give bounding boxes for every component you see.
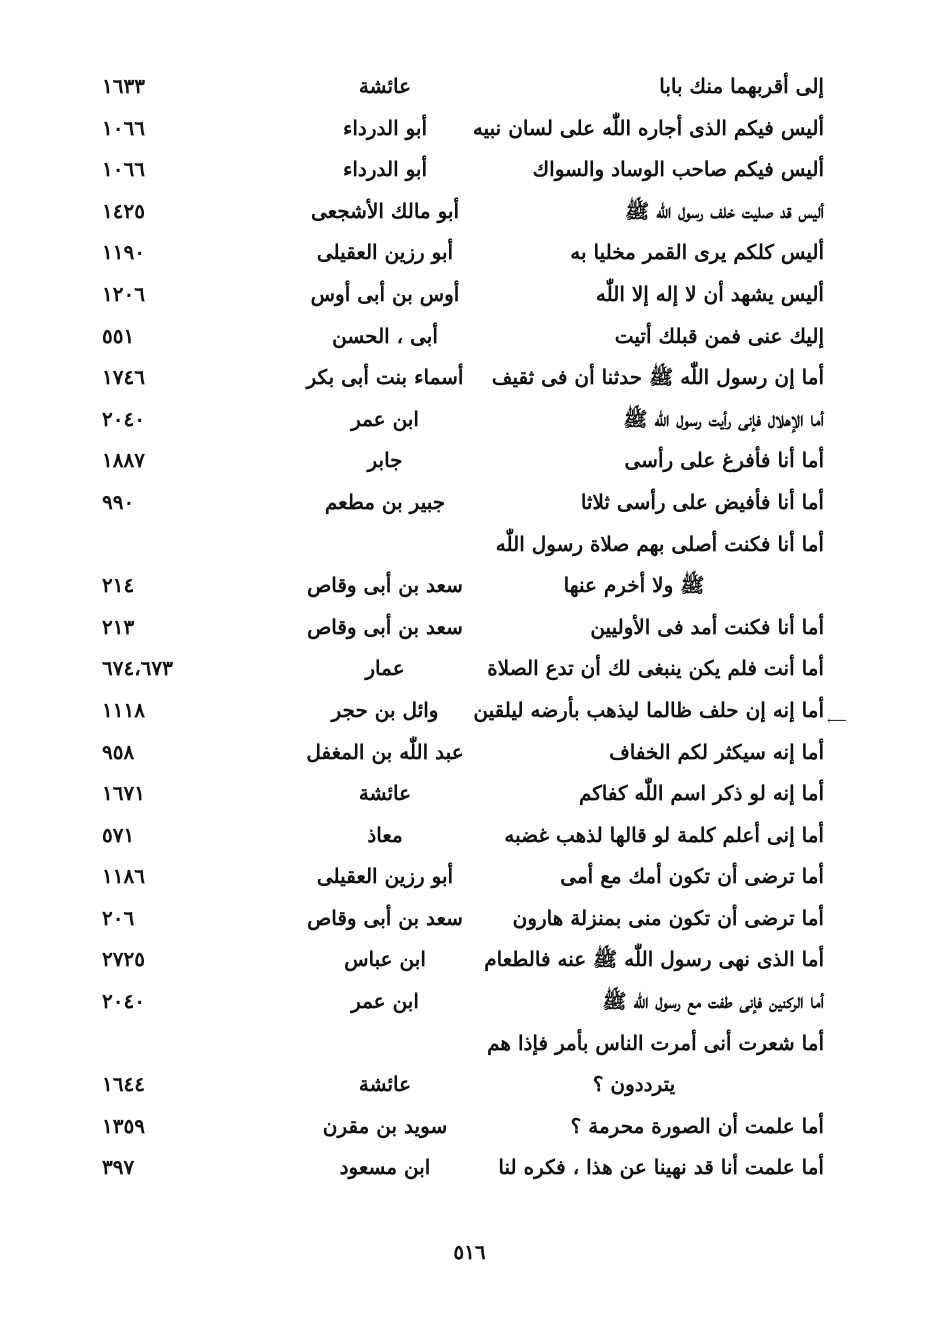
hadith-number [102,1023,222,1065]
index-row [0,1106,939,1148]
hadith-text: أما ترضى أن تكون أمك مع أمى [560,864,824,889]
index-row [0,232,939,274]
hadith-number: ٢٠٤٠ [102,406,145,431]
index-row [0,108,939,150]
index-row [0,1147,939,1189]
hadith-text: أما علمت أن الصورة محرمة ؟ [570,1113,824,1138]
narrator-name: عائشة [358,781,412,806]
narrator-name [300,524,470,566]
margin-mark: ⟵ [826,713,847,729]
index-row [0,149,939,191]
narrator-name: عمار [365,656,405,681]
hadith-number: ١٤٢٥ [102,198,145,223]
index-row [0,732,939,774]
index-row [0,815,939,857]
narrator-name: سويد بن مقرن [322,1113,448,1138]
index-row [0,939,939,981]
narrator-name: عبد اللّٰه بن المغفل [306,739,464,764]
index-row [0,607,939,649]
narrator-name: أوس بن أبى أوس [310,281,460,306]
hadith-number [102,524,222,566]
hadith-text: أما إنه سيكثر لكم الخفاف [609,739,824,764]
hadith-text: أما إن رسول اللّٰه ﷺ حدثنا أن فى ثقيف [491,365,824,390]
narrator-name: أبو مالك الأشجعى [310,198,460,223]
narrator-name: معاذ [367,822,403,847]
hadith-number: ١٠٦٦ [102,157,145,182]
narrator-name [300,1023,470,1065]
hadith-text: إليك عنى فمن قبلك أتيت [614,323,824,348]
hadith-text: أليس يشهد أن لا إله إلا اللّٰه [595,281,824,306]
narrator-name: أبو الدرداء [342,157,428,182]
index-row [0,898,939,940]
hadith-text: يترددون ؟ [592,1072,676,1097]
hadith-text: أما أنا فكنت أصلى بهم صلاة رسول اللّٰه [495,531,824,556]
narrator-name: ابن عمر [351,406,419,431]
hadith-text: أليس كلكم يرى القمر مخليا به [570,240,824,265]
hadith-number: ٣٩٧ [102,1155,135,1180]
hadith-text: أما الإهلال فإنى رأيت رسول اللّٰه ﷺ [623,406,824,431]
narrator-name: وائل بن حجر [331,697,439,722]
hadith-number: ١٧٤٦ [102,365,145,390]
hadith-text: أما أنا فأفرغ على رأسى [624,448,824,473]
hadith-text: إلى أقربهما منك بابا [659,74,824,98]
hadith-number: ٩٩٠ [102,489,135,514]
hadith-number: ٦٧٤،٦٧٣ [102,656,173,681]
hadith-text: أما شعرت أنى أمرت الناس بأمر فإذا هم [487,1030,824,1055]
narrator-name: عائشة [358,1072,412,1097]
narrator-name: سعد بن أبى وقاص [307,614,463,639]
index-row [0,1023,939,1065]
index-row [0,856,939,898]
hadith-number: ١١٩٠ [102,240,145,265]
index-row [0,773,939,815]
index-row [0,66,939,108]
hadith-text: أما الذى نهى رسول اللّٰه ﷺ عنه فالطعام [484,947,824,972]
hadith-text: ﷺ ولا أخرم عنها [563,573,705,598]
hadith-number: ١٠٦٦ [102,115,145,140]
hadith-number: ١٢٠٦ [102,281,145,306]
hadith-text: أما إنه إن حلف ظالما ليذهب بأرضه ليلقين [473,697,824,722]
hadith-number: ٥٥١ [102,323,135,348]
hadith-number: ١٦٣٣ [102,74,145,98]
narrator-name: جابر [367,448,403,473]
narrator-name: أسماء بنت أبى بكر [306,365,464,390]
hadith-text: أليس قد صليت خلف رسول اللّٰه ﷺ [625,198,824,223]
hadith-text: أما أنا فأفيض على رأسى ثلاثا [580,489,824,514]
hadith-number: ٢١٣ [102,614,135,639]
narrator-name: ابن عباس [344,947,426,972]
hadith-number: ١١٨٦ [102,864,145,889]
index-row [0,482,939,524]
index-row [0,316,939,358]
index-row [0,191,939,233]
hadith-index-table [0,66,939,1189]
narrator-name: جبير بن مطعم [324,489,446,514]
hadith-text: أما إنى أعلم كلمة لو قالها لذهب غضبه [504,822,824,847]
hadith-number: ٢٠٦ [102,905,135,930]
hadith-text: أما إنه لو ذكر اسم اللّٰه كفاكم [578,781,824,806]
narrator-name: أبى ، الحسن [332,323,438,348]
index-row [0,648,939,690]
hadith-number: ٥٧١ [102,822,135,847]
index-row [0,565,939,607]
hadith-number: ١٨٨٧ [102,448,145,473]
narrator-name: عائشة [358,74,412,98]
hadith-text: أما الركنين فإنى طفت مع رسول اللّٰه ﷺ [602,989,824,1014]
hadith-number: ١١١٨ [102,697,145,722]
page-number: ٥١٦ [453,1240,486,1264]
index-row [0,399,939,441]
hadith-number: ٢٧٢٥ [102,947,145,972]
index-row [0,981,939,1023]
narrator-name: أبو رزين العقيلى [316,240,454,265]
index-row [0,524,939,566]
narrator-name: سعد بن أبى وقاص [307,905,463,930]
hadith-text: أما أنت فلم يكن ينبغى لك أن تدع الصلاة [487,656,824,681]
narrator-name: ابن مسعود [339,1155,431,1180]
index-row [0,690,939,732]
narrator-name: أبو الدرداء [342,115,428,140]
hadith-text: أما علمت أنا قد نهينا عن هذا ، فكره لنا [498,1155,824,1180]
hadith-text: أليس فيكم صاحب الوساد والسواك [532,157,824,182]
hadith-number: ٢١٤ [102,573,135,598]
narrator-name: ابن عمر [351,989,419,1014]
index-row [0,357,939,399]
hadith-number: ٢٠٤٠ [102,989,145,1014]
hadith-number: ٩٥٨ [102,739,135,764]
index-row [0,274,939,316]
narrator-name: سعد بن أبى وقاص [307,573,463,598]
hadith-text: أما أنا فكنت أمد فى الأوليين [590,614,824,639]
hadith-number: ١٦٤٤ [102,1072,145,1097]
narrator-name: أبو رزين العقيلى [316,864,454,889]
hadith-text: أليس فيكم الذى أجاره اللّٰه على لسان نبيه [472,115,824,140]
hadith-number: ١٣٥٩ [102,1113,145,1138]
index-row [0,1064,939,1106]
index-row [0,440,939,482]
hadith-text: أما ترضى أن تكون منى بمنزلة هارون [512,905,824,930]
hadith-number: ١٦٧١ [102,781,145,806]
